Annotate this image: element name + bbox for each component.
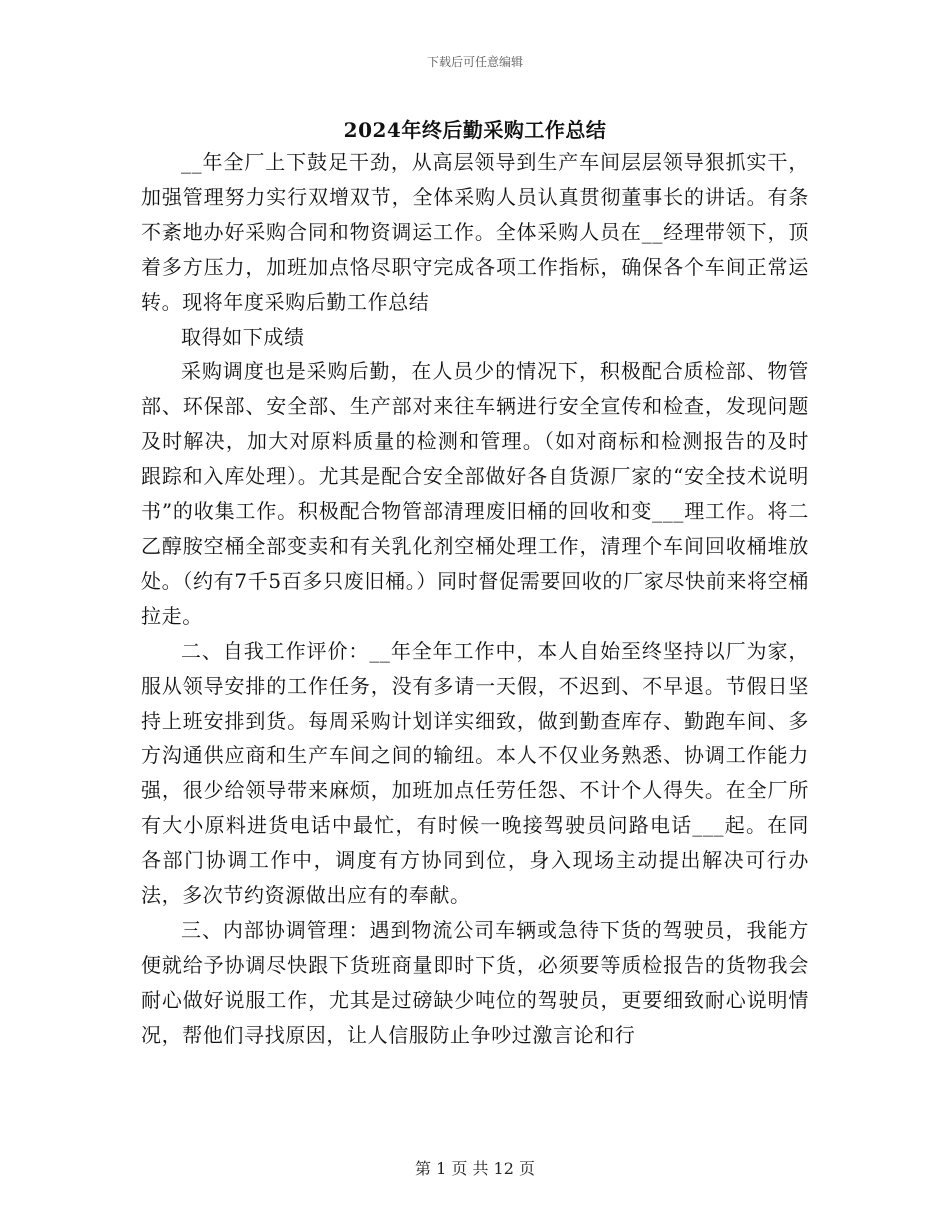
paragraph-procurement-dispatch: 采购调度也是采购后勤，在人员少的情况下，积极配合质检部、物管部、环保部、安全部、生产部对来往车辆进行安全宣传和检查，发现问题及时解决，加大对原料质量的检测和管理。（如对商标和检测报告的及时跟踪和入库处理）。尤其是配合安全部做好各自货源厂家的“安全技术说明书”的收集工作。积极配合物管部清理废旧桶的回收和变___理工作。将二乙醇胺空桶全部变卖和有关乳化剂空桶处理工作，清理个车间回收桶堆放处。（约有7千5百多只废旧桶。）同时督促需要回收的厂家尽快前来将空桶拉走。 — [141, 359, 809, 628]
page-number: 第 1 页 共 12 页 — [415, 1159, 535, 1178]
document-title: 2024年终后勤采购工作总结 — [343, 118, 607, 142]
paragraph-internal-coordination: 三、内部协调管理：遇到物流公司车辆或急待下货的驾驶员，我能方便就给予协调尽快跟下货班商量即时下货，必须要等质检报告的货物我会耐心做好说服工作，尤其是过磅缺少吨位的驾驶员，更要细致耐心说明情况，帮他们寻找原因，让人信服防止争吵过激言论和行 — [141, 917, 809, 1047]
document-body — [141, 145, 809, 1053]
paragraph-self-evaluation: 二、自我工作评价：__年全年工作中，本人自始至终坚持以厂为家，服从领导安排的工作任务，没有多请一天假，不迟到、不早退。节假日坚持上班安排到货。每周采购计划详实细致，做到勤查库存、勤跑车间、多方沟通供应商和生产车间之间的输纽。本人不仅业务熟悉、协调工作能力强，很少给领导带来麻烦，加班加点任劳任怨、不计个人得失。在全厂所有大小原料进货电话中最忙，有时候一晚接驾驶员问路电话___起。在同各部门协调工作中，调度有方协同到位，身入现场主动提出解决可行办法，多次节约资源做出应有的奉献。 — [141, 638, 809, 908]
paragraph-intro: __年全厂上下鼓足干劲，从高层领导到生产车间层层领导狠抓实干，加强管理努力实行双增双节，全体采购人员认真贯彻董事长的讲话。有条不紊地办好采购合同和物资调运工作。全体采购人员在__经理带领下，顶着多方压力，加班加点恪尽职守完成各项工作指标，确保各个车间正常运转。现将年度采购后勤工作总结 — [141, 150, 809, 314]
header-note: 下载后可任意编辑 — [426, 55, 523, 69]
paragraph-achievements-heading: 取得如下成绩 — [181, 324, 305, 349]
